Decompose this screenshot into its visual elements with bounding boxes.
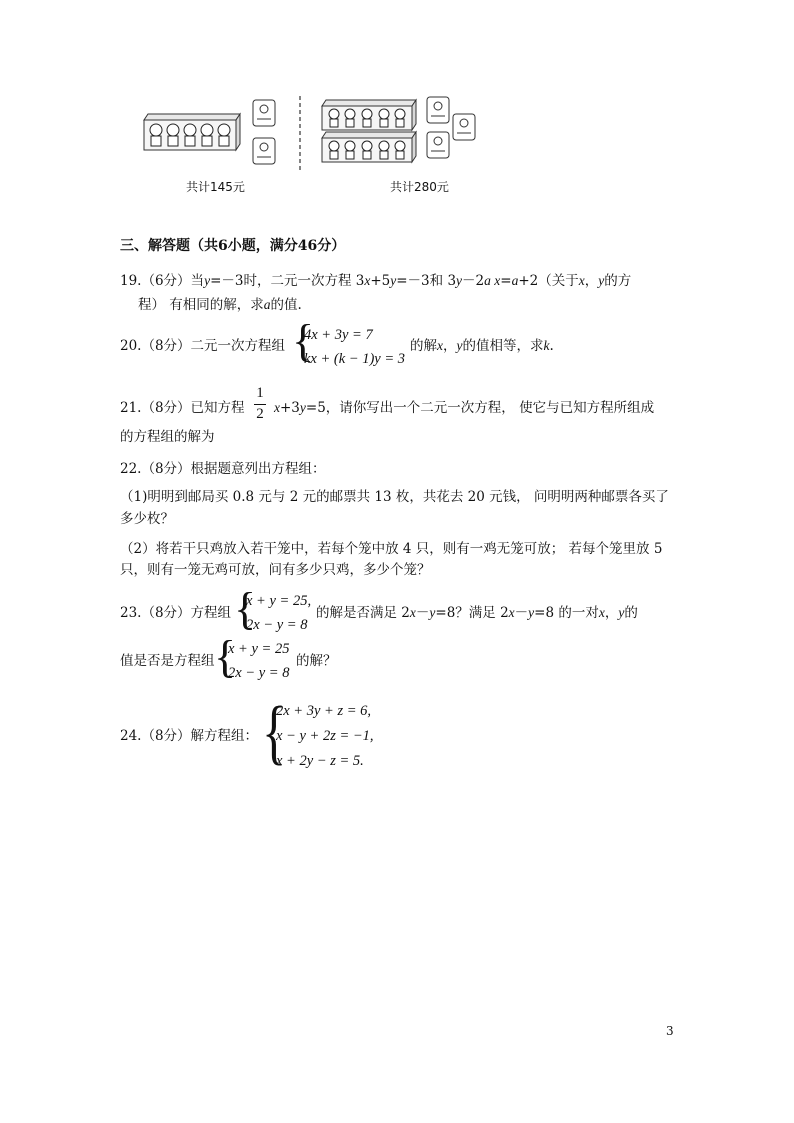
q19-line1: 19.（6分）当y=－3时，二元一次方程 3x+5y=－3和 3y－2a x=a+2（关于x，y的方 — [120, 273, 632, 289]
q24-equation-3: x + 2y − z = 5. — [276, 753, 364, 769]
q20-brace: { — [292, 315, 315, 366]
q22-part2-line2: 只，则有一笼无鸡可放，问有多少只鸡，多少个笼？ — [120, 562, 431, 578]
q21-prefix: 21.（8分）已知方程 — [120, 400, 245, 416]
q21-rest: x+3y=5，请你写出一个二元一次方程， 使它与已知方程所组成 — [274, 400, 655, 416]
q24-equation-2: x − y + 2z = −1, — [276, 728, 374, 744]
page-number: 3 — [666, 1024, 674, 1038]
q23-equation-2: 2x − y = 8 — [246, 617, 308, 633]
q23-brace-2: { — [214, 631, 237, 682]
q21-fraction-bar — [254, 404, 266, 405]
q20-equation-1: 4x + 3y = 7 — [304, 327, 373, 343]
price-figure — [140, 94, 500, 174]
mascot-box-right-top — [322, 100, 416, 130]
q23-line2-suffix: 的解？ — [296, 653, 337, 669]
q23-line2-prefix: 值是否是方程组 — [120, 653, 215, 669]
mascot-sets-illustration — [140, 94, 500, 174]
q22-part2-line1: （2）将若干只鸡放入若干笼中，若每个笼中放 4 只，则有一鸡无笼可放； 若每个笼里放 5 — [120, 541, 663, 557]
q23-brace-1: { — [234, 583, 257, 634]
q23-equation-3: x + y = 25 — [228, 641, 290, 657]
q23-prefix: 23.（8分）方程组 — [120, 605, 232, 621]
left-figure-caption: 共计145元 — [186, 180, 245, 194]
q24-prefix: 24.（8分）解方程组： — [120, 728, 259, 744]
q19-line2: 程） 有相同的解，求a的值. — [138, 297, 302, 313]
q22-part1-line1: （1)明明到邮局买 0.8 元与 2 元的邮票共 13 枚，共花去 20 元钱， 问明明两种邮票各买了 — [120, 489, 669, 505]
q23-equation-4: 2x − y = 8 — [228, 665, 290, 681]
q22-part1-line2: 多少枚？ — [120, 511, 174, 527]
q20-equation-2: kx + (k − 1)y = 3 — [304, 351, 406, 367]
q20-suffix: 的解x，y的值相等，求k. — [410, 338, 554, 354]
q22-heading: 22.（8分）根据题意列出方程组： — [120, 461, 326, 477]
q21-line2: 的方程组的解为 — [120, 429, 215, 445]
right-figure-caption: 共计280元 — [390, 180, 449, 194]
q24-equation-1: 2x + 3y + z = 6, — [276, 703, 371, 719]
q24-brace: { — [262, 692, 287, 772]
badge-icons-right — [427, 97, 475, 158]
q21-fraction-numerator: 1 — [256, 385, 264, 401]
badge-icons-left — [253, 100, 275, 164]
mascot-box-right-bottom — [322, 132, 416, 162]
mascot-box-left — [144, 114, 240, 150]
q20-prefix: 20.（8分）二元一次方程组 — [120, 338, 286, 354]
q23-equation-1: x + y = 25, — [246, 593, 312, 609]
section-title: 三、解答题（共6小题，满分46分） — [120, 238, 346, 254]
q23-line1-rest: 的解是否满足 2x－y=8？满足 2x－y=8 的一对x，y的 — [316, 605, 638, 621]
q21-fraction-denominator: 2 — [256, 406, 264, 422]
